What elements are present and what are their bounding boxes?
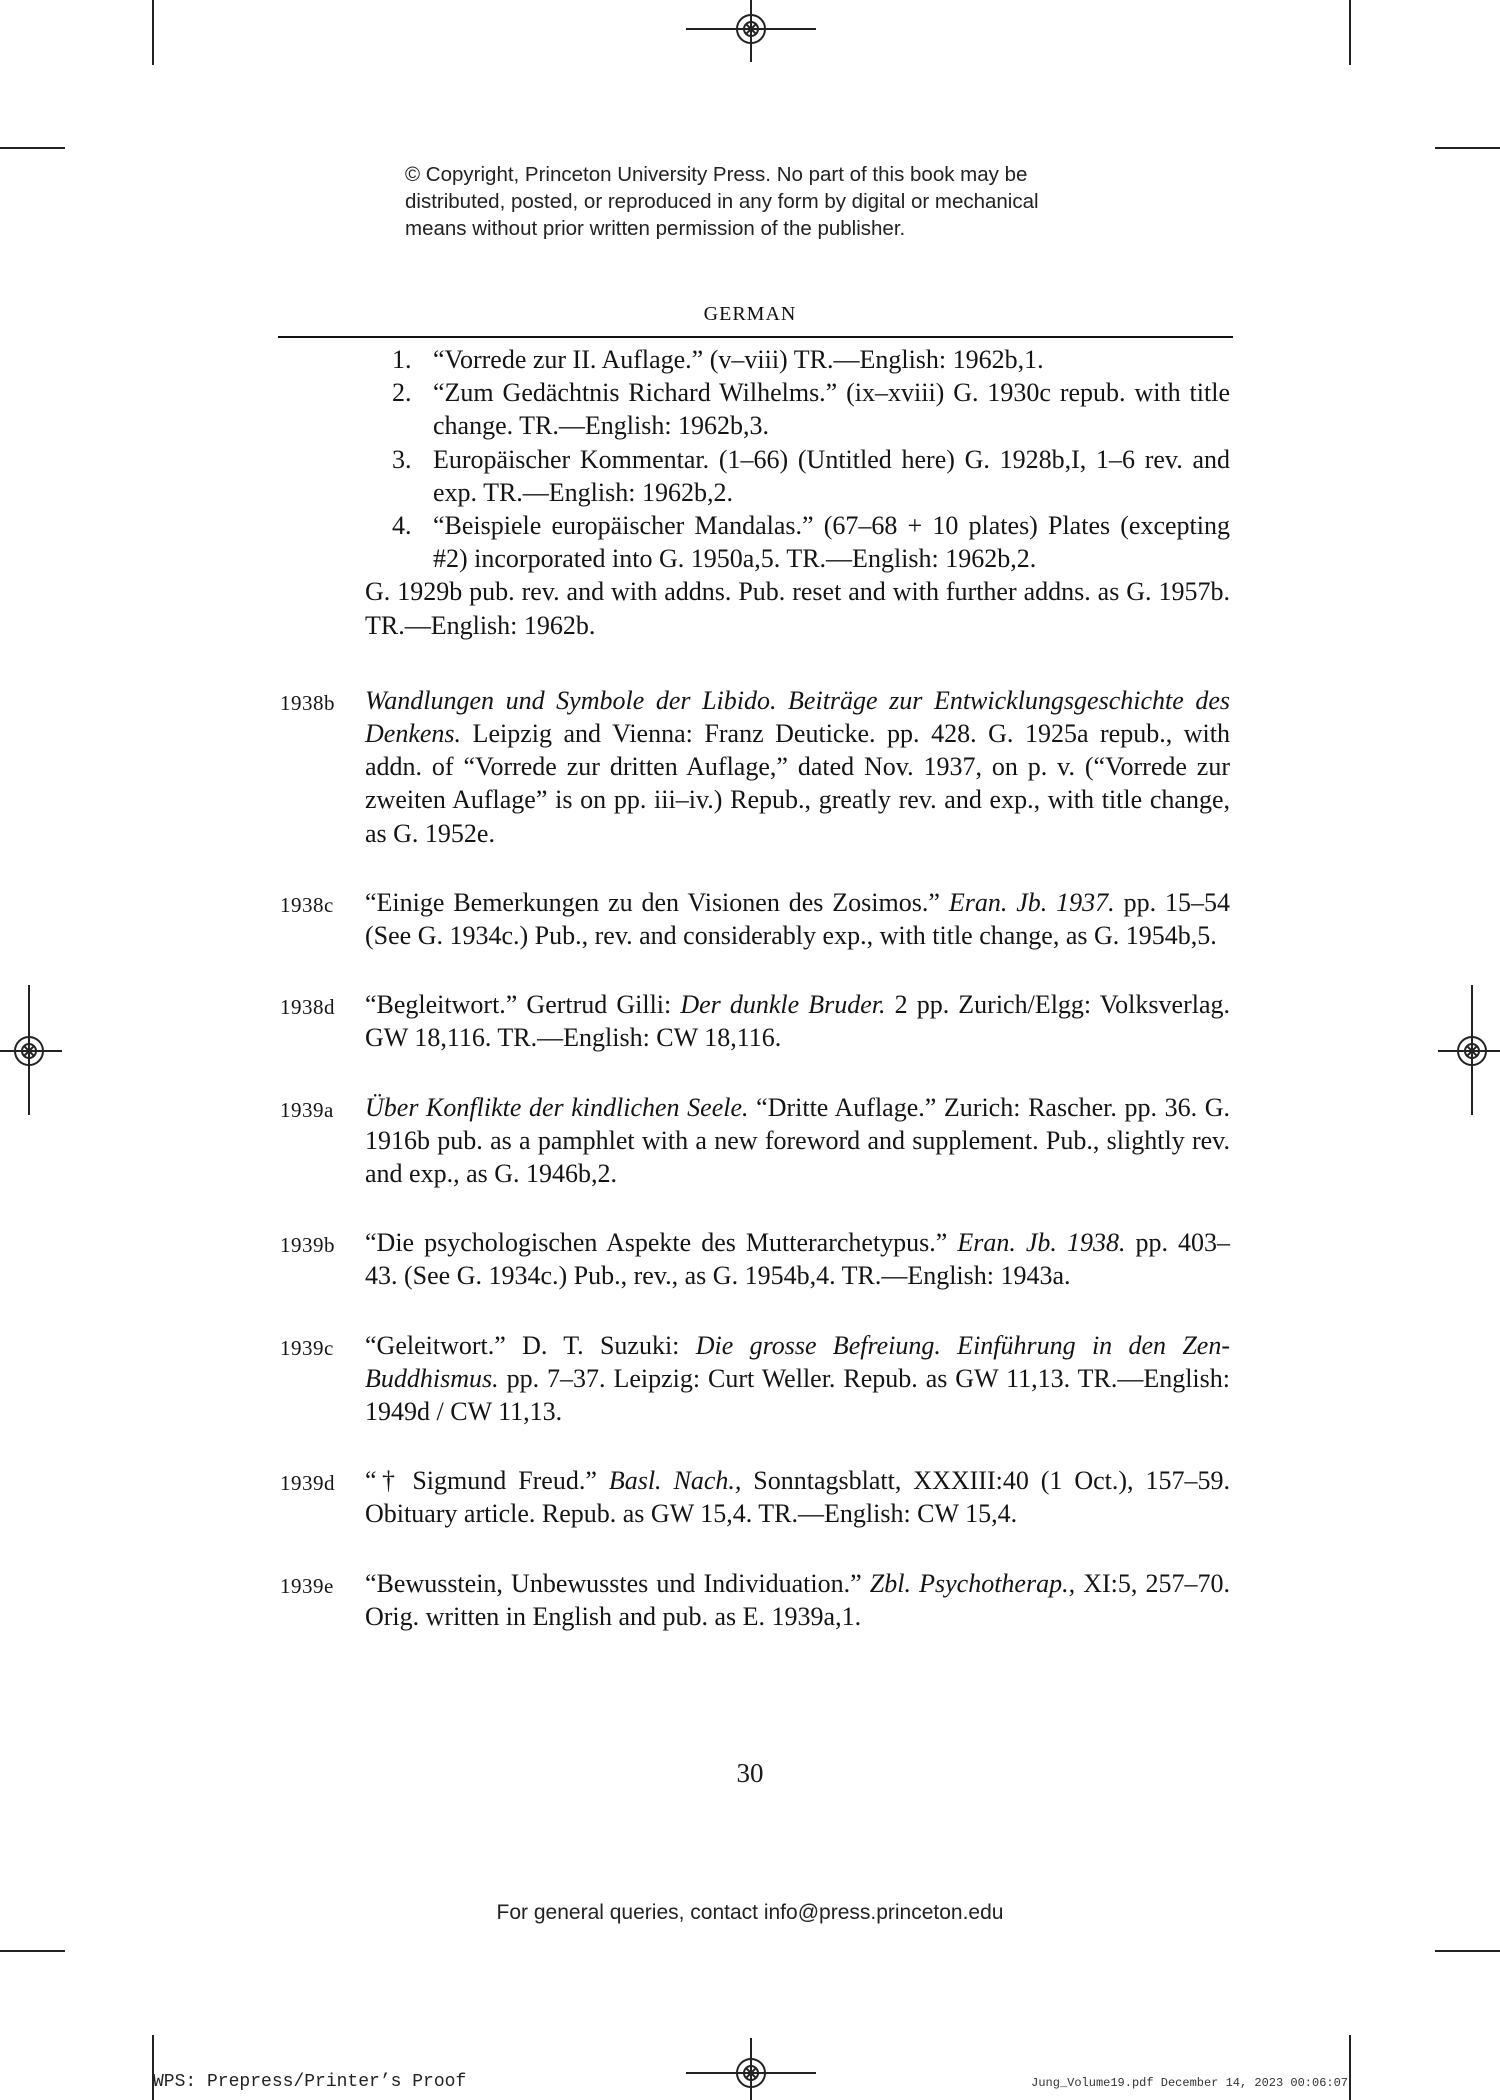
sub-item xyxy=(280,509,1230,575)
crop-mark-top-left xyxy=(152,0,154,65)
copyright-notice xyxy=(405,161,1165,242)
entry-code: 1939c xyxy=(280,1335,334,1360)
entry-code: 1938d xyxy=(280,995,335,1020)
entry-code: 1939d xyxy=(280,1471,335,1496)
sub-item-text: Europäischer Kommentar. (1–66) (Untitled here) G. 1928b,I, 1–6 rev. and exp. TR.—English: 1962b,2. xyxy=(433,444,1230,507)
entry-title: Basl. Nach., xyxy=(608,1466,742,1496)
entry-title: Eran. Jb. 1937. xyxy=(948,887,1115,917)
proof-slug: WPS: Prepress/Printer’s Proof xyxy=(153,2072,467,2092)
entry-text: pp. 7–37. Leipzig: Curt Weller. Repub. as GW 11,13. TR.—English: 1949d / CW 11,13. xyxy=(365,1363,1230,1427)
copyright-line-3: means without prior written permission of the publisher. xyxy=(405,217,906,240)
entry-code: 1938c xyxy=(280,892,334,917)
entry-1938b xyxy=(280,684,1230,850)
crop-mark-right-top xyxy=(1435,147,1500,149)
sub-item-text: “Vorrede zur II. Auflage.” (v–viii) TR.—English: 1962b,1. xyxy=(433,345,1044,374)
entry-title: Zbl. Psychotherap., xyxy=(869,1568,1076,1598)
crop-mark-left-bottom xyxy=(0,1950,65,1952)
crop-mark-top-right xyxy=(1349,0,1351,65)
entry-code: 1939a xyxy=(280,1097,334,1122)
sub-item xyxy=(280,443,1230,509)
entry-title: Die grosse Befreiung. Einführung in den Zen-Buddhismus. xyxy=(365,1330,1230,1393)
sub-item-number: 2. xyxy=(392,378,412,408)
entry-text: pp. 403–43. (See G. 1934c.) Pub., rev., as G. 1954b,4. TR.—English: 1943a. xyxy=(365,1228,1231,1291)
entry-pre: “Begleitwort.” Gertrud Gilli: xyxy=(365,990,681,1020)
running-head: GERMAN xyxy=(703,303,797,325)
entry-pre: “† Sigmund Freud.” xyxy=(365,1466,609,1496)
entry-1939b xyxy=(280,1226,1230,1292)
sub-item-text: “Zum Gedächtnis Richard Wilhelms.” (ix–xviii) G. 1930c repub. with title change. TR.—English: 1962b,3. xyxy=(433,378,1230,441)
header-rule xyxy=(278,336,1233,338)
entry-code: 1939e xyxy=(280,1573,334,1598)
sub-item-number: 4. xyxy=(392,511,412,541)
entry-text: 2 pp. Zurich/Elgg: Volksverlag. GW 18,116. TR.—English: CW 18,116. xyxy=(365,990,1230,1053)
entry-text: XI:5, 257–70. Orig. written in English and pub. as E. 1939a,1. xyxy=(365,1568,1230,1631)
entry-title: Der dunkle Bruder. xyxy=(680,990,886,1020)
entry-1938d xyxy=(280,988,1230,1054)
crop-mark-bottom-right xyxy=(1349,2035,1351,2100)
entry-pre: “Die psychologischen Aspekte des Mutterarchetypus.” xyxy=(365,1228,958,1258)
entry-pre: “Geleitwort.” D. T. Suzuki: xyxy=(365,1330,696,1360)
copyright-line-2: distributed, posted, or reproduced in any form by digital or mechanical xyxy=(405,190,1039,213)
entry-1939d xyxy=(280,1464,1230,1530)
file-timestamp-slug: Jung_Volume19.pdf December 14, 2023 00:06:07 xyxy=(1031,2076,1348,2090)
footer-contact xyxy=(0,1901,1500,1925)
entry-pre: “Bewusstein, Unbewusstes und Individuation.” xyxy=(365,1568,870,1598)
footer-contact-text: For general queries, contact info@press.princeton.edu xyxy=(496,1901,1004,1924)
entry-code: 1939b xyxy=(280,1233,335,1258)
page-number: 30 xyxy=(736,1758,764,1788)
sub-item-number: 1. xyxy=(392,345,412,374)
entry-title: Wandlungen und Symbole der Libido. Beiträge zur Entwicklungsgeschichte des Denkens. xyxy=(365,685,1230,749)
sub-item-number: 3. xyxy=(392,444,412,474)
bibliography-content xyxy=(280,343,1230,1633)
entry-code: 1938b xyxy=(280,690,335,715)
entry-1939a xyxy=(280,1091,1230,1191)
crop-mark-left-top xyxy=(0,147,65,149)
entry-pre: “Einige Bemerkungen zu den Visionen des Zosimos.” xyxy=(365,887,949,917)
entry-1938c xyxy=(280,886,1230,952)
crop-mark-right-bottom xyxy=(1435,1950,1500,1952)
copyright-line-1: © Copyright, Princeton University Press. No part of this book may be xyxy=(405,163,1028,186)
sub-item xyxy=(280,343,1230,376)
entry-title: Über Konflikte der kindlichen Seele. xyxy=(365,1092,749,1122)
entry-text: Leipzig and Vienna: Franz Deuticke. pp. 428. G. 1925a repub., with addn. of “Vorrede zur dritten Auflage,” dated Nov. 1937, on p. v. (“Vorrede zur zweiten Auflage” is on pp. iii–iv.) Repub., greatly rev. and exp., with title change, as G. 1952e. xyxy=(365,719,1230,848)
entry-text: pp. 15–54 (See G. 1934c.) Pub., rev. and considerably exp., with title change, as G. 1954b,5. xyxy=(365,887,1230,951)
sub-note: G. 1929b pub. rev. and with addns. Pub. reset and with further addns. as G. 1957b. TR.—English: 1962b. xyxy=(365,577,1230,640)
entry-text: “Dritte Auflage.” Zurich: Rascher. pp. 36. G. 1916b pub. as a pamphlet with a new foreword and supplement. Pub., slightly rev. and exp., as G. 1946b,2. xyxy=(365,1092,1231,1189)
sub-item-text: “Beispiele europäischer Mandalas.” (67–68 + 10 plates) Plates (excepting #2) incorporated into G. 1950a,5. TR.—English: 1962b,2. xyxy=(433,511,1230,574)
entry-1939e xyxy=(280,1567,1230,1633)
sub-item xyxy=(280,376,1230,442)
entry-title: Eran. Jb. 1938. xyxy=(957,1228,1126,1258)
entry-text: Sonntagsblatt, XXXIII:40 (1 Oct.), 157–59. Obituary article. Repub. as GW 15,4. TR.—English: CW 15,4. xyxy=(365,1466,1230,1529)
entry-1939c xyxy=(280,1329,1230,1429)
